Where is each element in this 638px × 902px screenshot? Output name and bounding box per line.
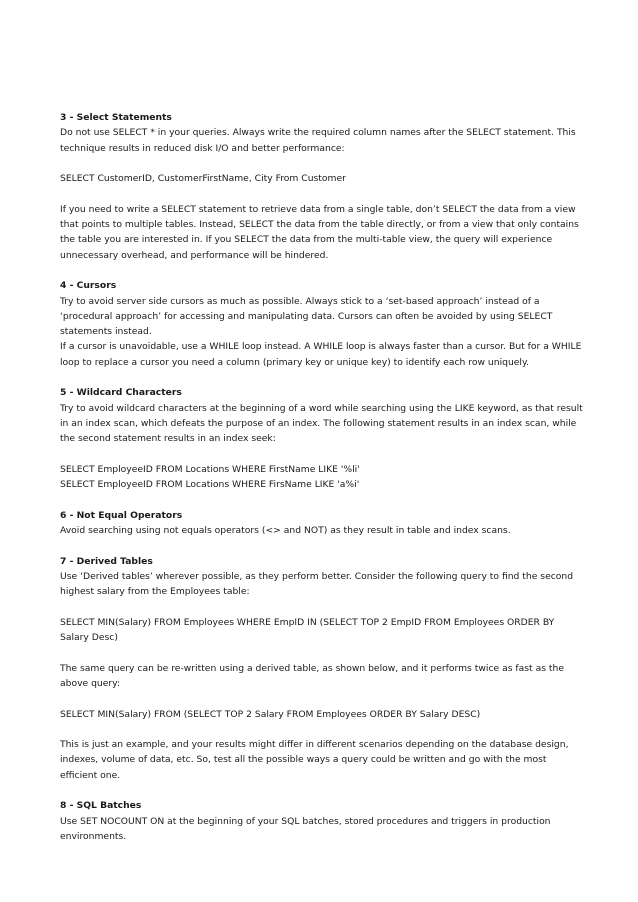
section-cursors [60, 278, 585, 370]
code-line: SELECT EmployeeID FROM Locations WHERE FirsName LIKE 'a%i' [60, 479, 360, 491]
section-wildcard-characters [60, 385, 585, 492]
paragraph: This is just an example, and your results might differ in different scenarios depending on the database design, indexes, volume of data, etc. So, test all the possible ways a query could be written and go with the most efficient one. [60, 739, 569, 781]
section-heading: 5 - Wildcard Characters [60, 387, 182, 399]
document-page [60, 110, 585, 860]
paragraph: Do not use SELECT * in your queries. Always write the required column names after the SELECT statement. This technique results in reduced disk I/O and better performance: [60, 127, 576, 154]
blank-line [60, 600, 585, 615]
section-heading: 3 - Select Statements [60, 112, 172, 123]
section-heading: 7 - Derived Tables [60, 555, 153, 567]
paragraph: Use SET NOCOUNT ON at the beginning of your SQL batches, stored procedures and triggers in production environments. [60, 815, 551, 842]
code-line: SELECT EmployeeID FROM Locations WHERE FirstName LIKE '%li' [60, 463, 360, 475]
blank-line [60, 645, 585, 660]
code-line: SELECT CustomerID, CustomerFirstName, City From Customer [60, 173, 346, 185]
code-line: SELECT MIN(Salary) FROM Employees WHERE EmpID IN (SELECT TOP 2 EmpID FROM Employees ORDER BY Salary Desc) [60, 616, 555, 644]
paragraph: Try to avoid wildcard characters at the beginning of a word while searching using the LIKE keyword, as that result in an index scan, which defeats the purpose of an index. The following statement results in an index scan, while the second statement results in an index seek: [60, 402, 583, 445]
blank-line [60, 447, 585, 462]
section-heading: 6 - Not Equal Operators [60, 509, 183, 521]
paragraph: Use ‘Derived tables’ wherever possible, as they perform better. Consider the following query to find the second highest salary from the Employees table: [60, 570, 574, 598]
paragraph: If you need to write a SELECT statement to retrieve data from a single table, don’t SELECT the data from a view that points to multiple tables. Instead, SELECT the data from the table directly, or from a view that only contains the table you are interested in. If you SELECT the data from the multi-table view, the query will experience unnecessary overhead, and performance will be hindered. [60, 203, 579, 261]
section-derived-tables [60, 554, 585, 783]
code-line: SELECT MIN(Salary) FROM (SELECT TOP 2 Salary FROM Employees ORDER BY Salary DESC) [60, 708, 481, 720]
blank-line [60, 186, 585, 201]
paragraph: If a cursor is unavoidable, use a WHILE loop instead. A WHILE loop is always faster than a cursor. But for a WHILE loop to replace a cursor you need a column (primary key or unique key) to identify each row uniquely. [60, 341, 582, 368]
blank-line [60, 156, 585, 171]
paragraph: Try to avoid server side cursors as much as possible. Always stick to a ‘set-based approach’ instead of a ‘procedural approach’ for accessing and manipulating data. Cursors can often be avoided by using SELECT statements instead. [60, 295, 553, 338]
paragraph: Avoid searching using not equals operators (<> and NOT) as they result in table and index scans. [60, 525, 511, 537]
blank-line [60, 691, 585, 706]
section-heading: 4 - Cursors [60, 280, 117, 292]
paragraph: The same query can be re-written using a derived table, as shown below, and it performs twice as fast as the above query: [60, 662, 564, 689]
section-not-equal-operators [60, 508, 585, 539]
section-heading: 8 - SQL Batches [60, 800, 142, 812]
section-select-statements [60, 110, 585, 263]
section-sql-batches [60, 798, 585, 844]
blank-line [60, 722, 585, 737]
